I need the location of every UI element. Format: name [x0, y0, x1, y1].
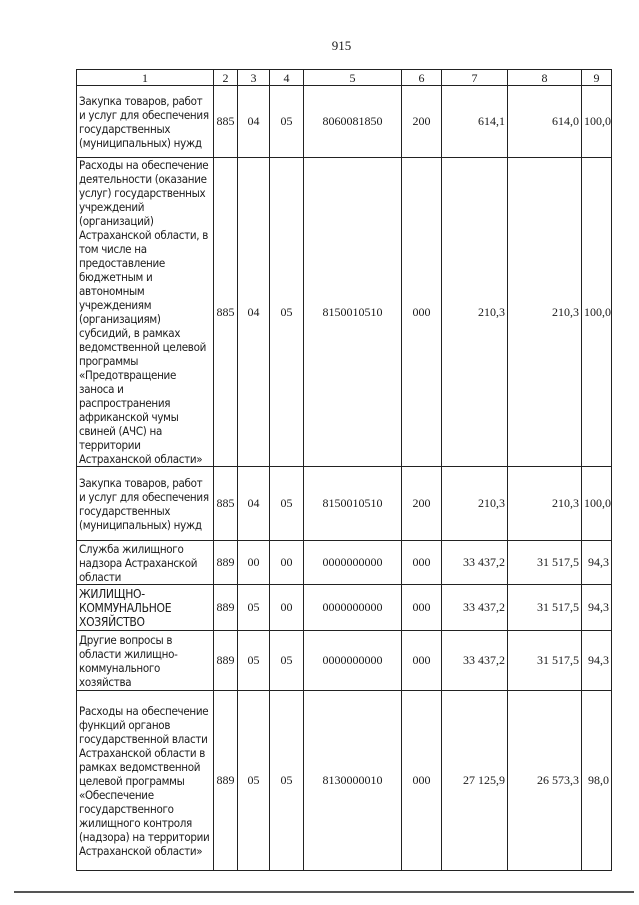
- cell-subsection: 00: [270, 585, 304, 631]
- cell-expense-type: 000: [402, 691, 442, 871]
- column-header: 6: [402, 70, 442, 86]
- cell-section: 05: [238, 631, 270, 691]
- cell-admin-code: 885: [214, 467, 238, 541]
- row-name: Закупка товаров, работ и услуг для обеспечения государственных (муниципальных) нужд: [77, 467, 214, 541]
- table-row: [77, 541, 612, 585]
- table-row: [77, 86, 612, 158]
- cell-plan: 210,3: [442, 158, 508, 467]
- cell-expense-type: 000: [402, 585, 442, 631]
- cell-actual: 31 517,5: [508, 585, 582, 631]
- cell-section: 05: [238, 691, 270, 871]
- cell-actual: 614,0: [508, 86, 582, 158]
- cell-expense-type: 000: [402, 541, 442, 585]
- cell-actual: 210,3: [508, 467, 582, 541]
- cell-admin-code: 889: [214, 585, 238, 631]
- cell-expense-type: 000: [402, 631, 442, 691]
- column-header: 9: [582, 70, 612, 86]
- cell-percent: 94,3: [582, 585, 612, 631]
- header-row: [77, 70, 612, 86]
- cell-expense-type: 200: [402, 86, 442, 158]
- cell-target-article: 8150010510: [304, 467, 402, 541]
- column-header: 1: [77, 70, 214, 86]
- column-header: 5: [304, 70, 402, 86]
- cell-percent: 94,3: [582, 631, 612, 691]
- cell-expense-type: 000: [402, 158, 442, 467]
- cell-percent: 100,0: [582, 467, 612, 541]
- column-header: 3: [238, 70, 270, 86]
- cell-subsection: 05: [270, 691, 304, 871]
- cell-section: 04: [238, 86, 270, 158]
- table-row: [77, 631, 612, 691]
- cell-plan: 210,3: [442, 467, 508, 541]
- cell-percent: 100,0: [582, 158, 612, 467]
- cell-target-article: 8130000010: [304, 691, 402, 871]
- table-row: [77, 585, 612, 631]
- cell-actual: 31 517,5: [508, 631, 582, 691]
- cell-percent: 94,3: [582, 541, 612, 585]
- row-name: Расходы на обеспечение деятельности (оказание услуг) государственных учреждений (организаций) Астраханской области, в том числе на предоставление бюджетным и автономным учреждениям (организациям) субсидий, в рамках ведомственной целевой программы «Предотвращение заноса и распространения африканской чумы свиней (АЧС) на территории Астраханской области»: [77, 158, 214, 467]
- table-row: [77, 158, 612, 467]
- budget-table: [76, 69, 612, 871]
- row-name: Расходы на обеспечение функций органов государственной власти Астраханской области в рамках ведомственной целевой программы «Обеспечение государственного жилищного контроля (надзора) на территории Астраханской области»: [77, 691, 214, 871]
- cell-plan: 33 437,2: [442, 631, 508, 691]
- column-header: 2: [214, 70, 238, 86]
- cell-target-article: 8150010510: [304, 158, 402, 467]
- cell-section: 04: [238, 158, 270, 467]
- row-name: Закупка товаров, работ и услуг для обеспечения государственных (муниципальных) нужд: [77, 86, 214, 158]
- cell-target-article: 0000000000: [304, 631, 402, 691]
- cell-actual: 26 573,3: [508, 691, 582, 871]
- column-header: 8: [508, 70, 582, 86]
- row-name: ЖИЛИЩНО-КОММУНАЛЬНОЕ ХОЗЯЙСТВО: [77, 585, 214, 631]
- cell-admin-code: 889: [214, 541, 238, 585]
- cell-target-article: 0000000000: [304, 585, 402, 631]
- cell-section: 05: [238, 585, 270, 631]
- page-bottom-edge: [14, 891, 634, 893]
- cell-subsection: 00: [270, 541, 304, 585]
- cell-expense-type: 200: [402, 467, 442, 541]
- table-row: [77, 691, 612, 871]
- cell-subsection: 05: [270, 631, 304, 691]
- page-number: 915: [331, 38, 352, 53]
- cell-subsection: 05: [270, 86, 304, 158]
- cell-actual: 31 517,5: [508, 541, 582, 585]
- cell-subsection: 05: [270, 158, 304, 467]
- cell-admin-code: 885: [214, 158, 238, 467]
- cell-admin-code: 885: [214, 86, 238, 158]
- cell-plan: 33 437,2: [442, 541, 508, 585]
- cell-percent: 98,0: [582, 691, 612, 871]
- column-header: 4: [270, 70, 304, 86]
- row-name: Другие вопросы в области жилищно-коммунального хозяйства: [77, 631, 214, 691]
- cell-plan: 27 125,9: [442, 691, 508, 871]
- cell-plan: 614,1: [442, 86, 508, 158]
- cell-actual: 210,3: [508, 158, 582, 467]
- cell-target-article: 8060081850: [304, 86, 402, 158]
- cell-percent: 100,0: [582, 86, 612, 158]
- column-header: 7: [442, 70, 508, 86]
- cell-target-article: 0000000000: [304, 541, 402, 585]
- table-row: [77, 467, 612, 541]
- cell-subsection: 05: [270, 467, 304, 541]
- cell-section: 04: [238, 467, 270, 541]
- cell-section: 00: [238, 541, 270, 585]
- row-name: Служба жилищного надзора Астраханской области: [77, 541, 214, 585]
- cell-admin-code: 889: [214, 691, 238, 871]
- cell-plan: 33 437,2: [442, 585, 508, 631]
- cell-admin-code: 889: [214, 631, 238, 691]
